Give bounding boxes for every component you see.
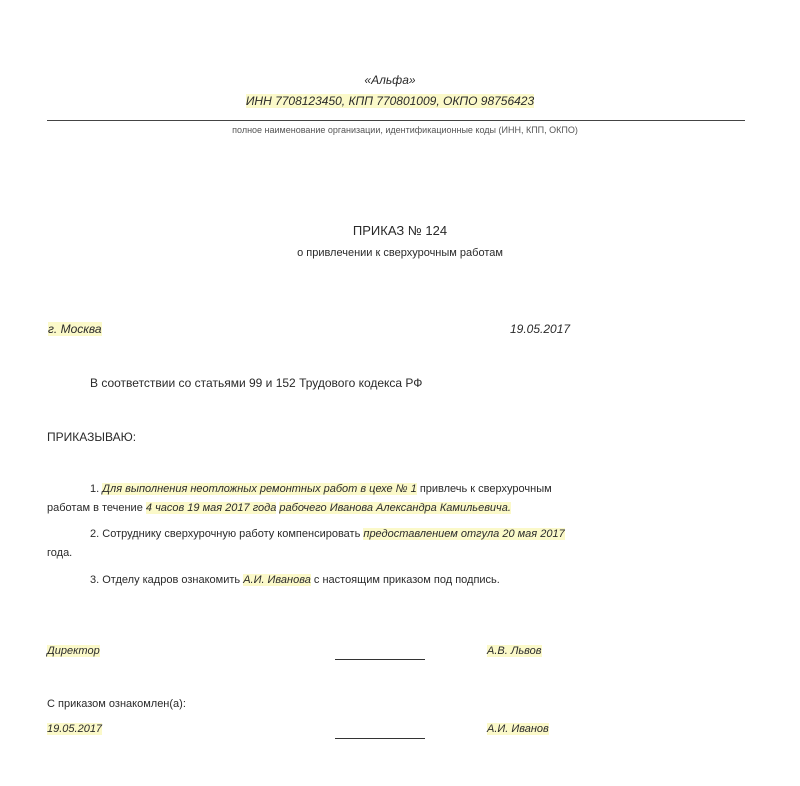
item-2-compensation: предоставлением отгула 20 мая 2017 (363, 528, 565, 540)
item-3-text-b: с настоящим приказом под подпись. (313, 574, 500, 586)
city-text: г. Москва (48, 322, 102, 336)
employee-name-wrap (487, 723, 549, 735)
order-word: ПРИКАЗЫВАЮ: (47, 430, 137, 444)
item-3-number: 3. (90, 574, 100, 586)
item-3-text-a: Отделу кадров ознакомить (102, 574, 241, 586)
item-3-name: А.И. Иванова (243, 574, 311, 586)
order-subtitle: о привлечении к сверхурочным работам (297, 247, 503, 259)
item-1-number: 1. (90, 483, 100, 495)
order-basis: В соответствии со статьями 99 и 152 Трудового кодекса РФ (90, 376, 423, 390)
item-2-number: 2. (90, 528, 100, 540)
item-2-line-1 (90, 528, 565, 540)
item-1-employee: рабочего Иванова Александра Камильевича. (279, 502, 511, 514)
item-1-reason: Для выполнения неотложных ремонтных работ в цехе № 1 (102, 483, 417, 495)
item-1-line-1 (90, 483, 552, 495)
item-1-text-b: работам в течение (47, 502, 143, 514)
org-codes (170, 94, 610, 108)
item-2-tail: года. (47, 547, 73, 559)
header-divider (47, 120, 745, 121)
item-1-line-2 (47, 502, 511, 514)
item-3-line (90, 574, 500, 586)
order-date: 19.05.2017 (510, 322, 571, 336)
org-name: «Альфа» (364, 73, 416, 87)
director-name: А.В. Львов (487, 645, 542, 657)
director-title-wrap (47, 645, 100, 657)
order-city (48, 322, 102, 336)
director-signature-line (335, 659, 425, 660)
acquainted-label: С приказом ознакомлен(а): (47, 698, 186, 710)
acquainted-date-wrap (47, 723, 102, 735)
item-1-text-a: привлечь к сверхурочным (419, 483, 552, 495)
acquainted-date: 19.05.2017 (47, 723, 103, 735)
director-title: Директор (47, 645, 100, 657)
employee-signature-line (335, 738, 425, 739)
order-title: ПРИКАЗ № 124 (352, 223, 448, 238)
item-1-hours: 4 часов 19 мая 2017 года (145, 502, 277, 514)
org-codes-text: ИНН 7708123450, КПП 770801009, ОКПО 98756423 (245, 94, 535, 108)
employee-name: А.И. Иванов (487, 723, 549, 735)
item-2-text: Сотруднику сверхурочную работу компенсировать (102, 528, 361, 540)
director-name-wrap (487, 645, 542, 657)
org-caption: полное наименование организации, идентификационные коды (ИНН, КПП, ОКПО) (232, 125, 578, 135)
